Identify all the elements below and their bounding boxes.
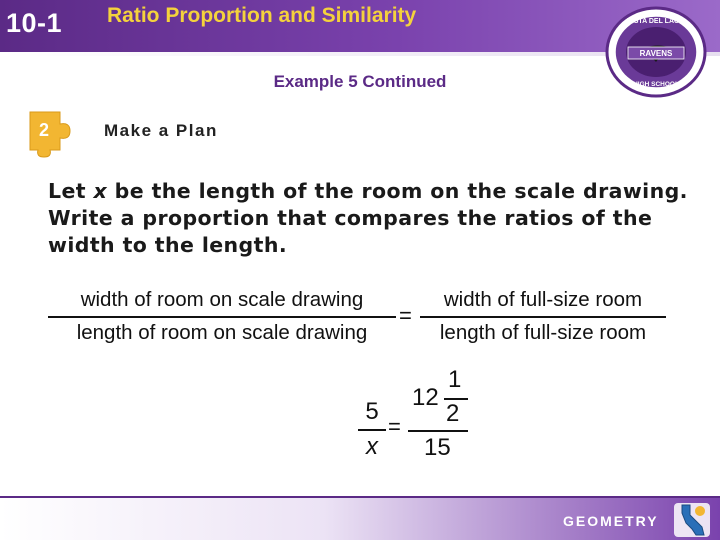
step-badge xyxy=(26,110,72,158)
word-left-denominator: length of room on scale drawing xyxy=(76,320,368,344)
fraction-bar xyxy=(358,429,386,431)
instruction-paragraph xyxy=(48,178,688,259)
fraction-bar xyxy=(420,316,666,318)
example-heading: Example 5 Continued xyxy=(273,72,447,91)
seal-bottom-text: HIGH SCHOOL xyxy=(633,81,679,88)
paragraph-variable: x xyxy=(93,179,108,203)
mixed-whole: 12 xyxy=(412,384,439,411)
lesson-number: 10-1 xyxy=(6,8,63,38)
mixed-frac-numerator: 1 xyxy=(448,366,462,393)
paragraph-text-1: Let xyxy=(48,179,94,203)
lesson-title: Ratio Proportion and Similarity xyxy=(107,4,417,27)
numeric-fraction-left xyxy=(358,398,386,461)
word-fraction-right xyxy=(420,288,666,345)
subject-label: GEOMETRY xyxy=(563,513,659,529)
fraction-bar xyxy=(48,316,396,318)
mixed-number xyxy=(408,366,468,430)
footer-divider xyxy=(0,496,720,498)
word-fraction-left xyxy=(48,288,396,345)
numeric-left-denominator: x xyxy=(366,432,378,460)
word-equals-sign: = xyxy=(399,303,412,328)
numeric-left-numerator: 5 xyxy=(365,398,379,425)
paragraph-text-2: be the length of the room on the scale drawing. Write a proportion that compares the ratios of the width to the length. xyxy=(48,179,688,257)
step-label: Make a Plan xyxy=(104,121,218,140)
numeric-equals-sign: = xyxy=(388,414,401,439)
fraction-bar xyxy=(408,430,468,432)
word-right-numerator: width of full-size room xyxy=(443,288,643,311)
mixed-frac-denominator: 2 xyxy=(446,400,460,427)
numeric-fraction-right xyxy=(408,366,468,462)
numeric-right-denominator: 15 xyxy=(424,433,451,461)
state-map-icon xyxy=(672,501,712,539)
seal-center-text: RAVENS xyxy=(639,49,673,58)
seal-top-text: VISTA DEL LAGO xyxy=(627,18,685,25)
step-number: 2 xyxy=(38,120,49,140)
word-left-numerator: width of room on scale drawing xyxy=(80,288,364,311)
word-right-denominator: length of full-size room xyxy=(439,320,647,344)
